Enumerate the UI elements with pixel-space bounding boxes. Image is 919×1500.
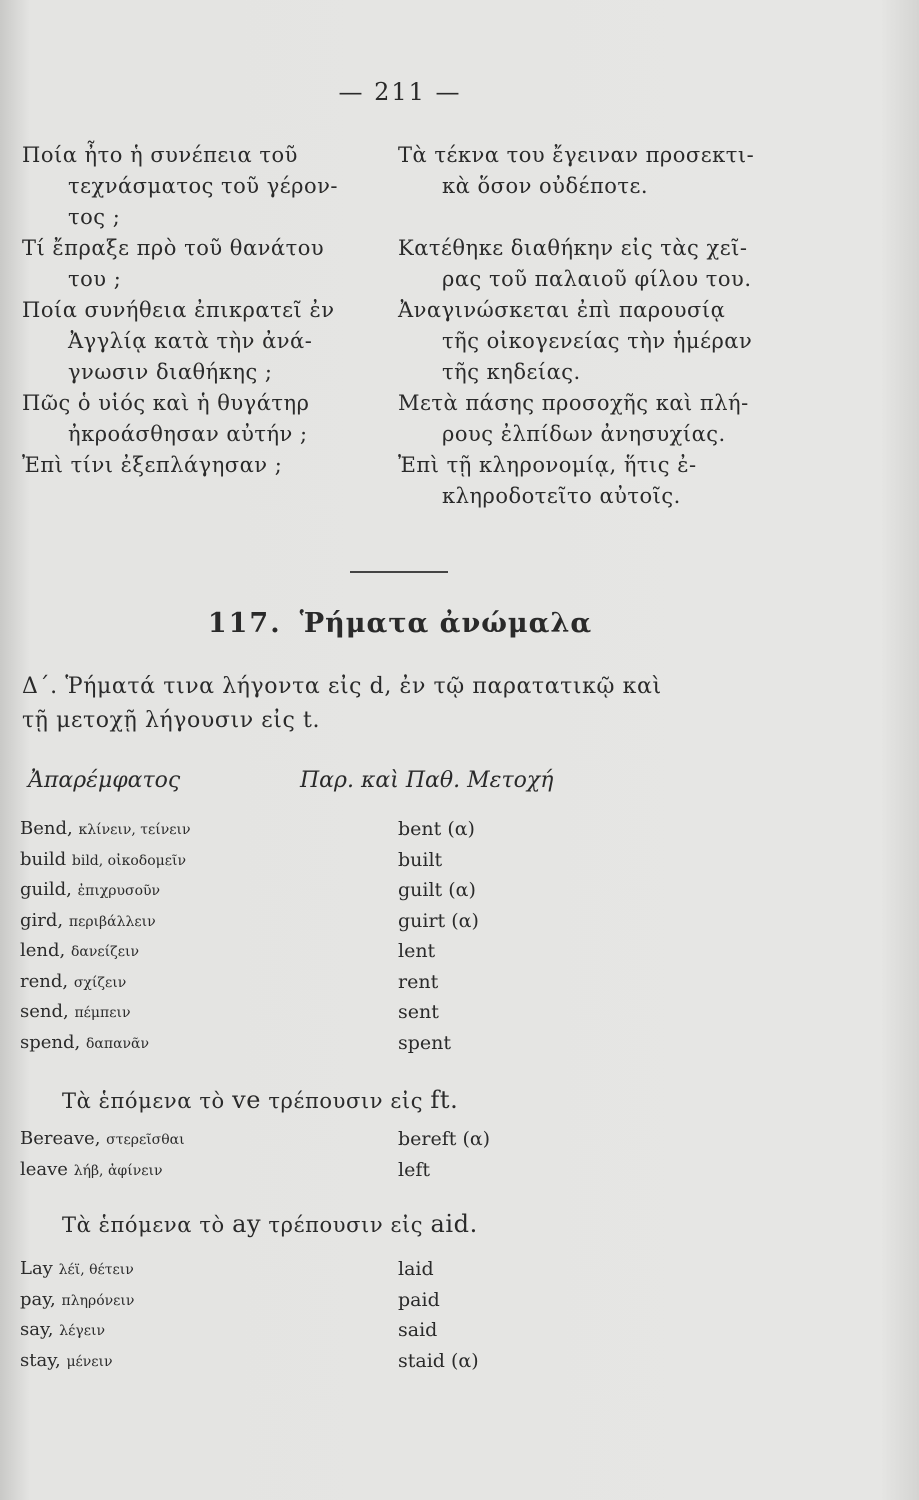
question-line: Ποία συνήθεια ἐπικρατεῖ ἐν (22, 298, 335, 322)
question-line: Ἐπὶ τίνι ἐξεπλάγησαν ; (22, 453, 283, 477)
answer (398, 450, 798, 512)
note-suffix: ft. (430, 1086, 459, 1114)
infinitive-cell (20, 1128, 185, 1149)
greek-gloss: λήβ, ἀφίνειν (73, 1163, 163, 1179)
greek-gloss: δανείζειν (70, 944, 139, 960)
infinitive-cell (20, 1258, 134, 1279)
past-form: lent (398, 940, 436, 962)
question-line: του ; (68, 267, 122, 291)
questions-column (22, 140, 382, 481)
verb-row (20, 940, 580, 970)
past-form: sent (398, 1001, 439, 1023)
greek-gloss: μένειν (66, 1353, 113, 1370)
english-verb: guild, (20, 879, 72, 900)
question-line: ἠκροάσθησαν αὐτήν ; (68, 422, 308, 446)
verb-row (20, 1258, 580, 1288)
note-text: τρέπουσιν εἰς (261, 1089, 431, 1113)
note-suffix: ay (232, 1210, 262, 1238)
answers-column (398, 140, 798, 512)
infinitive-cell (20, 1289, 134, 1310)
intro-paragraph (22, 670, 792, 738)
question (22, 388, 382, 450)
page-number: — 211 — (338, 78, 462, 106)
past-form: rent (398, 970, 439, 993)
verb-row (20, 971, 580, 1001)
greek-gloss: λέϊ, θέτειν (58, 1262, 134, 1278)
verb-row (20, 1032, 580, 1062)
verb-row (20, 1350, 580, 1380)
past-form: guirt (α) (398, 909, 479, 932)
english-verb: lend, (20, 940, 66, 961)
greek-gloss: στερεῖσθαι (106, 1132, 185, 1148)
infinitive-cell (20, 1001, 130, 1022)
question (22, 295, 382, 388)
greek-gloss: κλίνειν, τείνειν (78, 822, 191, 838)
section-number: 117. (207, 608, 282, 639)
infinitive-cell (20, 910, 156, 931)
english-verb: send, (20, 1001, 69, 1022)
infinitive-cell (20, 879, 160, 900)
english-verb: gird, (20, 909, 64, 931)
question (22, 140, 382, 233)
question-line: γνωσιν διαθήκης ; (68, 360, 273, 384)
header-infinitive: Ἀπαρέμφατος (28, 768, 181, 793)
verb-row (20, 879, 580, 909)
intro-line: τῇ μετοχῇ λήγουσιν εἰς t. (22, 708, 321, 733)
answer (398, 233, 798, 295)
english-verb: Bend, (20, 818, 73, 839)
note-text: Τὰ ἑπόμενα τὸ (62, 1213, 233, 1237)
question-line: Ποία ἦτο ἡ συνέπεια τοῦ (22, 143, 298, 167)
greek-gloss: bild, οἰκοδομεῖν (71, 852, 186, 869)
greek-gloss: πέμπειν (74, 1005, 131, 1021)
answer-line: Τὰ τέκνα του ἔγειναν προσεκτι- (398, 143, 755, 167)
question (22, 450, 382, 481)
answer-line: κὰ ὅσον οὐδέποτε. (442, 174, 649, 198)
greek-gloss: πληρόνειν (61, 1292, 135, 1309)
answer (398, 140, 798, 202)
english-verb: say, (20, 1319, 54, 1340)
verb-row (20, 910, 580, 940)
question-line: τος ; (68, 205, 121, 229)
verb-row (20, 849, 580, 879)
note-suffix: ve (232, 1086, 262, 1114)
past-form: left (398, 1159, 430, 1181)
infinitive-cell (20, 849, 186, 870)
answer-line: Ἐπὶ τῇ κληρονομίᾳ, ἥτις ἐ- (398, 453, 697, 477)
past-form: built (398, 848, 443, 871)
intro-line: Δ΄. Ῥήματά τινα λήγοντα εἰς d, ἐν τῷ παρατατικῷ καὶ (22, 674, 662, 699)
english-verb: Bereave, (20, 1128, 101, 1149)
verb-row (20, 1159, 580, 1189)
english-verb: build (20, 848, 67, 870)
verb-row (20, 1289, 580, 1319)
answer-line: τῆς κηδείας. (442, 360, 581, 384)
question-line: Πῶς ὁ υἱός καὶ ἡ θυγάτηρ (22, 391, 310, 415)
past-form: guilt (α) (398, 879, 476, 901)
section-title: Ῥήματα ἀνώμαλα (299, 608, 593, 639)
answer-line: ρας τοῦ παλαιοῦ φίλου του. (442, 267, 752, 291)
verb-row (20, 1128, 580, 1158)
column-headers (28, 768, 788, 798)
english-verb: spend, (20, 1031, 81, 1053)
english-verb: leave (20, 1159, 68, 1180)
infinitive-cell (20, 818, 190, 839)
section-divider (350, 571, 448, 573)
section-heading (0, 608, 800, 639)
answer-line: κληροδοτεῖτο αὐτοῖς. (442, 484, 681, 508)
answer-line: Κατέθηκε διαθήκην εἰς τὰς χεῖ- (398, 236, 748, 260)
greek-gloss: σχίζειν (73, 974, 127, 991)
infinitive-cell (20, 971, 126, 992)
question-line: τεχνάσματος τοῦ γέρον- (68, 174, 339, 198)
greek-gloss: ἐπιχρυσοῦν (77, 883, 161, 899)
english-verb: pay, (20, 1288, 56, 1310)
note-text: Τὰ ἑπόμενα τὸ (62, 1089, 233, 1113)
answer (398, 295, 798, 388)
english-verb: stay, (20, 1349, 61, 1371)
infinitive-cell (20, 1350, 113, 1371)
greek-gloss: περιβάλλειν (68, 913, 156, 930)
english-verb: Lay (20, 1258, 53, 1279)
header-past-participle: Παρ. καὶ Παθ. Μετοχή (300, 768, 554, 793)
infinitive-cell (20, 1159, 162, 1180)
english-verb: rend, (20, 970, 69, 992)
answer-line: τῆς οἰκογενείας τὴν ἡμέραν (442, 329, 753, 353)
infinitive-cell (20, 940, 139, 961)
past-form: laid (398, 1258, 434, 1280)
verb-row (20, 1001, 580, 1031)
infinitive-cell (20, 1032, 149, 1053)
question (22, 233, 382, 295)
note-suffix: aid. (430, 1210, 478, 1238)
infinitive-cell (20, 1319, 105, 1340)
past-form: bereft (α) (398, 1128, 491, 1150)
answer-line: Μετὰ πάσης προσοχῆς καὶ πλή- (398, 391, 749, 415)
past-form: staid (α) (398, 1349, 479, 1372)
past-form: bent (α) (398, 818, 475, 840)
past-form: said (398, 1319, 438, 1341)
past-form: spent (398, 1031, 452, 1054)
past-form: paid (398, 1288, 440, 1311)
answer (398, 388, 798, 450)
greek-gloss: λέγειν (59, 1323, 105, 1339)
note-text: τρέπουσιν εἰς (261, 1213, 431, 1237)
verb-row (20, 1319, 580, 1349)
question-line: Τί ἔπραξε πρὸ τοῦ θανάτου (22, 236, 325, 260)
answer-line: ρους ἐλπίδων ἀνησυχίας. (442, 422, 726, 446)
verb-row (20, 818, 580, 848)
note-ay (62, 1210, 478, 1238)
question-line: Ἀγγλίᾳ κατὰ τὴν ἀνά- (68, 329, 313, 353)
answer-line: Ἀναγινώσκεται ἐπὶ παρουσίᾳ (398, 298, 726, 322)
note-ve (62, 1086, 458, 1114)
greek-gloss: δαπανᾶν (85, 1035, 149, 1052)
